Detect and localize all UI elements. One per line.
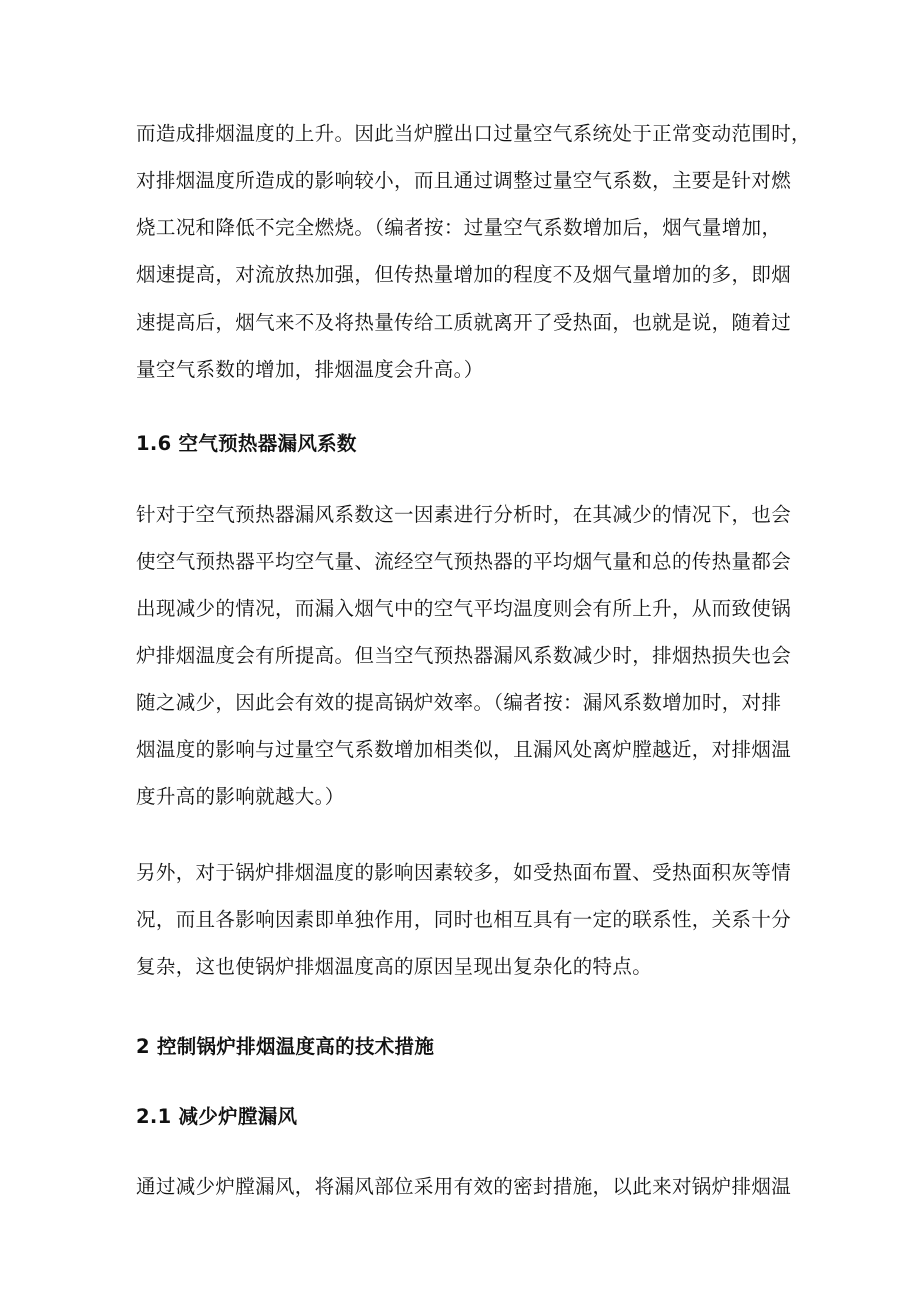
paragraph-1-line-6: 量空气系数的增加，排烟温度会升高。） xyxy=(136,358,484,381)
paragraph-1-line-4: 烟速提高，对流放热加强，但传热量增加的程度不及烟气量增加的多，即烟 xyxy=(136,263,792,286)
paragraph-2-line-1: 针对于空气预热器漏风系数这一因素进行分析时，在其减少的情况下，也会 xyxy=(136,503,792,526)
paragraph-2-line-5: 随之减少，因此会有效的提高锅炉效率。（编者按：漏风系数增加时，对排 xyxy=(136,691,782,714)
paragraph-3-line-1: 另外，对于锅炉排烟温度的影响因素较多，如受热面布置、受热面积灰等情 xyxy=(136,861,792,884)
paragraph-2-line-2: 使空气预热器平均空气量、流经空气预热器的平均烟气量和总的传热量都会 xyxy=(136,550,792,573)
paragraph-3-line-2: 况，而且各影响因素即单独作用，同时也相互具有一定的联系性，关系十分 xyxy=(136,908,792,931)
paragraph-1-line-3: 烧工况和降低不完全燃烧。（编者按：过量空气系数增加后，烟气量增加， xyxy=(136,216,782,239)
paragraph-2-line-4: 炉排烟温度会有所提高。但当空气预热器漏风系数减少时，排烟热损失也会 xyxy=(136,644,792,667)
paragraph-1-line-5: 速提高后，烟气来不及将热量传给工质就离开了受热面，也就是说，随着过 xyxy=(136,311,792,334)
paragraph-1-line-1: 而造成排烟温度的上升。因此当炉膛出口过量空气系统处于正常变动范围时， xyxy=(136,122,811,145)
section-heading-2: 2 控制锅炉排烟温度高的技术措施 xyxy=(136,1035,435,1058)
paragraph-1-line-2: 对排烟温度所造成的影响较小，而且通过调整过量空气系数，主要是针对燃 xyxy=(136,169,792,192)
paragraph-4-line-1: 通过减少炉膛漏风，将漏风部位采用有效的密封措施，以此来对锅炉排烟温 xyxy=(136,1175,792,1198)
paragraph-3-line-3: 复杂，这也使锅炉排烟温度高的原因呈现出复杂化的特点。 xyxy=(136,955,653,978)
section-heading-1-6: 1.6 空气预热器漏风系数 xyxy=(136,432,357,455)
paragraph-2-line-6: 烟温度的影响与过量空气系数增加相类似，且漏风处离炉膛越近，对排烟温 xyxy=(136,738,792,761)
paragraph-2-line-3: 出现减少的情况，而漏入烟气中的空气平均温度则会有所上升，从而致使锅 xyxy=(136,597,792,620)
paragraph-2-line-7: 度升高的影响就越大。） xyxy=(136,785,345,808)
section-heading-2-1: 2.1 减少炉膛漏风 xyxy=(136,1105,298,1128)
